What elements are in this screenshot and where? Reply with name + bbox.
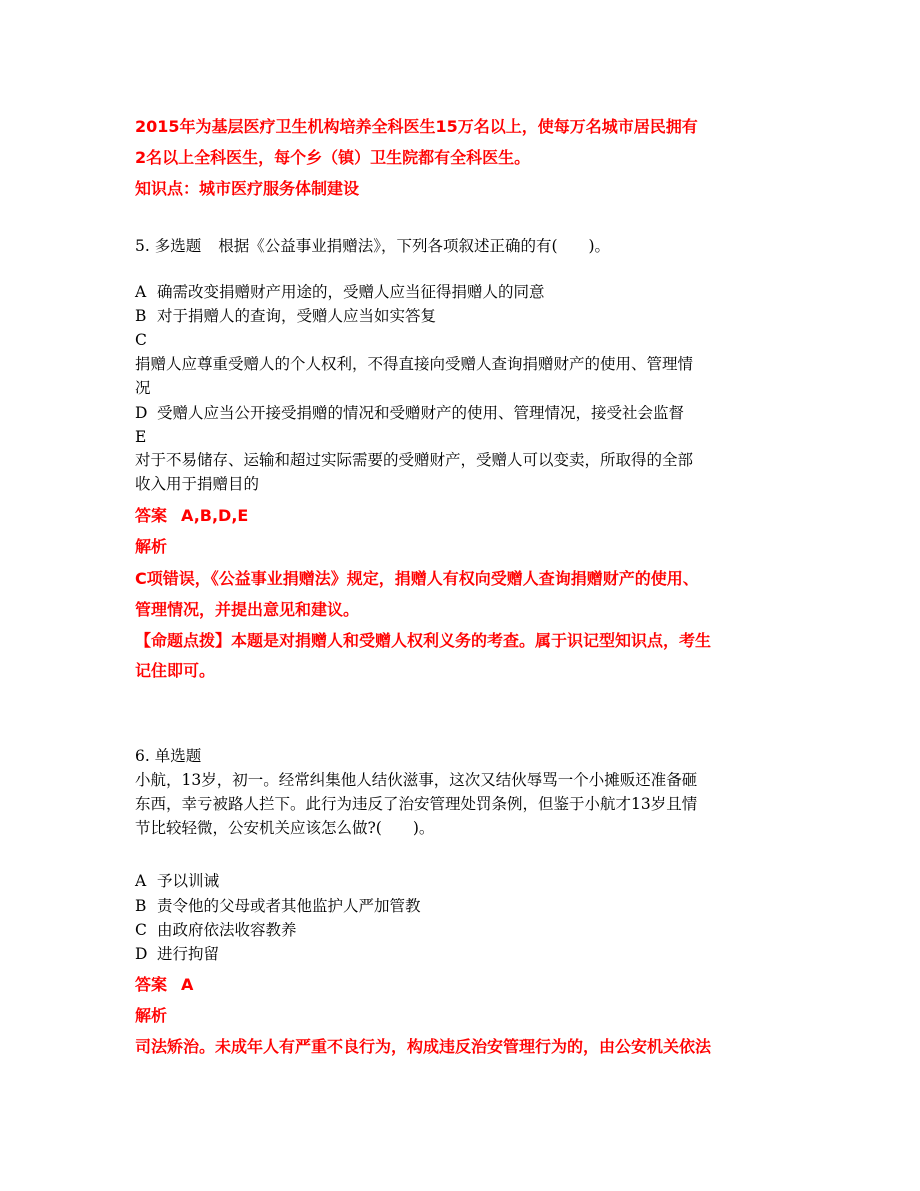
answer-value: A [181,975,194,994]
option-text: 受赠人应当公开接受捐赠的情况和受赠财产的使用、管理情况，接受社会监督 [157,404,685,422]
q6-analysis-line-1: 司法矫治。未成年人有严重不良行为，构成违反治安管理行为的，由公安机关依法 [135,1037,712,1056]
option-text: 予以训诫 [157,872,220,890]
q6-analysis-label: 解析 [135,1006,168,1025]
q6-type: 单选题 [154,747,202,765]
option-text: 进行拘留 [157,945,220,963]
q6-stem-line-3: 节比较轻微，公安机关应该怎么做?( )。 [135,819,435,837]
q5-option-e-line-1: 对于不易储存、运输和超过实际需要的受赠财产，受赠人可以变卖，所取得的全部 [135,451,694,469]
knowledge-point: 知识点：城市医疗服务体制建设 [135,179,360,198]
q6-option-d [135,942,219,966]
option-letter: B [135,307,147,325]
option-letter: D [135,404,148,422]
q5-option-c-letter: C [135,331,147,349]
q5-option-a [135,280,545,304]
option-text: 对于捐赠人的查询，受赠人应当如实答复 [157,307,437,325]
q5-analysis-label: 解析 [135,537,168,556]
q5-answer [135,501,248,531]
q5-analysis-line-1: C项错误，《公益事业捐赠法》规定，捐赠人有权向受赠人查询捐赠财产的使用、 [135,569,699,588]
q5-tip-line-2: 记住即可。 [135,661,216,680]
q6-answer [135,970,193,1000]
answer-label: 答案 [135,506,168,525]
q5-option-c-line-1: 捐赠人应尊重受赠人的个人权利，不得直接向受赠人查询捐赠财产的使用、管理情 [135,355,694,373]
intro-line-2: 2名以上全科医生，每个乡（镇）卫生院都有全科医生。 [135,148,531,167]
q6-option-a [135,869,219,893]
answer-value: A,B,D,E [181,506,249,525]
option-letter: A [135,283,147,301]
q6-stem-line-1: 小航，13岁，初一。经常纠集他人结伙滋事，这次又结伙辱骂一个小摊贩还准备砸 [135,771,698,789]
q6-header [135,744,201,768]
q5-stem: 根据《公益事业捐赠法》，下列各项叙述正确的有( )。 [218,237,611,255]
option-text: 责令他的父母或者其他监护人严加管教 [157,897,421,915]
option-letter: D [135,945,148,963]
q5-option-e-letter: E [135,428,147,446]
q5-header [135,234,610,258]
option-letter: B [135,897,147,915]
answer-label: 答案 [135,975,168,994]
q5-tip-line-1: 【命题点拨】本题是对捐赠人和受赠人权利义务的考查。属于识记型知识点，考生 [135,631,712,650]
q6-option-c [135,918,297,942]
q6-option-b [135,894,421,918]
intro-line-1: 2015年为基层医疗卫生机构培养全科医生15万名以上，使每万名城市居民拥有 [135,117,698,136]
option-text: 确需改变捐赠财产用途的，受赠人应当征得捐赠人的同意 [157,283,545,301]
option-letter: A [135,872,147,890]
q6-stem-line-2: 东西，幸亏被路人拦下。此行为违反了治安管理处罚条例，但鉴于小航才13岁且情 [135,795,698,813]
option-letter: C [135,921,147,939]
q5-option-d [135,401,684,425]
q5-option-c-line-2: 况 [135,379,151,397]
q5-number: 5. [135,237,150,255]
option-text: 由政府依法收容教养 [157,921,297,939]
q6-number: 6. [135,747,150,765]
q5-type: 多选题 [154,237,202,255]
q5-option-b [135,304,436,328]
q5-option-e-line-2: 收入用于捐赠目的 [135,475,260,493]
q5-analysis-line-2: 管理情况，并提出意见和建议。 [135,600,360,619]
